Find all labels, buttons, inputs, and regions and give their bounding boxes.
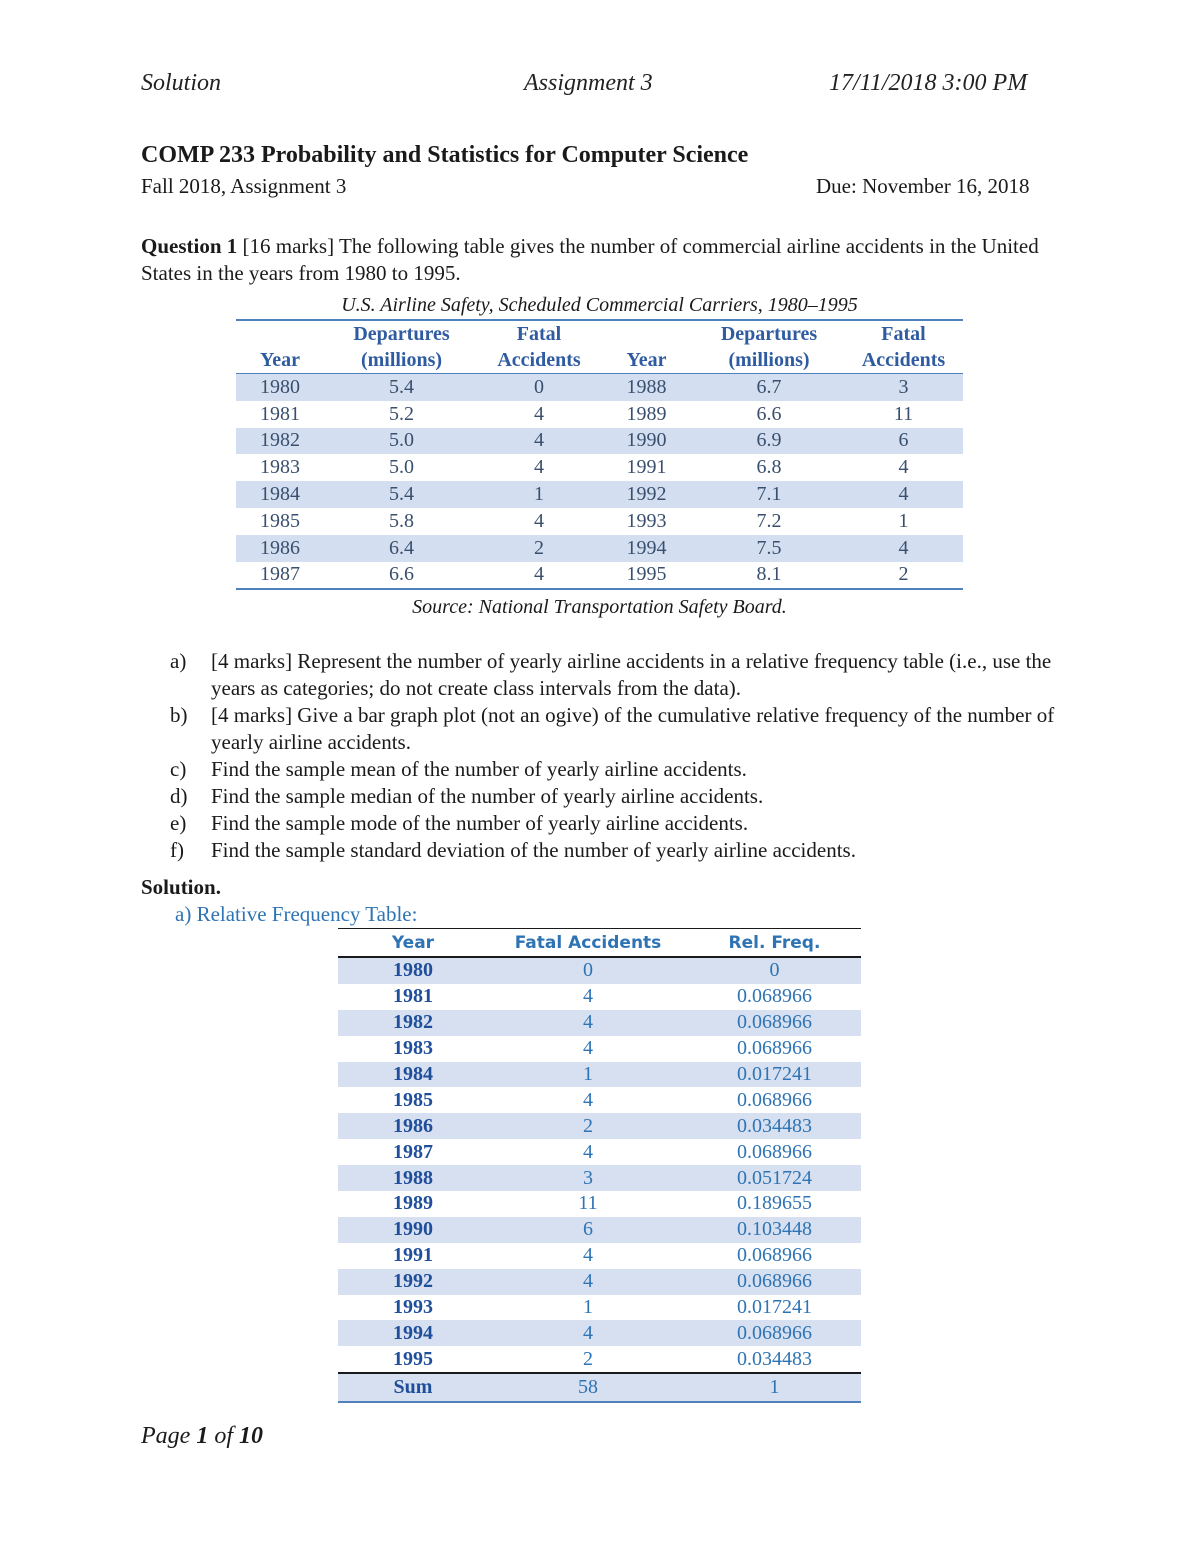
table2-cell-rel-freq: 0 <box>769 959 780 982</box>
question-part-label: d) <box>170 784 188 808</box>
table2-cell-year: 1981 <box>393 985 433 1008</box>
table2-cell-year: 1991 <box>393 1244 433 1267</box>
table2-cell-fatal-accidents: 4 <box>583 1037 593 1060</box>
table1-cell-fatal-accidents: 11 <box>893 402 914 425</box>
table2-cell-year: 1982 <box>393 1011 433 1034</box>
question-part <box>170 648 1070 702</box>
table1-cell-year: 1995 <box>626 563 667 586</box>
table2-row <box>338 984 861 1010</box>
table2-cell-fatal-accidents: 0 <box>583 959 593 982</box>
table2-row <box>338 1269 861 1295</box>
table1-cell-fatal-accidents: 4 <box>898 483 909 506</box>
table1-cell-departures: 5.0 <box>389 456 414 479</box>
table2-cell-year: 1988 <box>393 1166 433 1189</box>
table2-header-rel-freq: Rel. Freq. <box>728 932 821 953</box>
table2-row <box>338 1191 861 1217</box>
table1-header-fatal: Fatal Accidents <box>497 323 581 371</box>
table2-cell-fatal-accidents: 4 <box>583 1140 593 1163</box>
table1-cell-year: 1987 <box>260 563 300 586</box>
solution-heading: Solution. <box>141 875 221 899</box>
table2-header-fatal-accidents: Fatal Accidents <box>514 932 662 953</box>
table2-cell-fatal-accidents: 2 <box>583 1114 593 1137</box>
table2-cell-year: 1995 <box>393 1347 433 1370</box>
table2-sum-label: Sum <box>393 1376 433 1399</box>
table1-cell-departures: 6.6 <box>756 402 782 425</box>
table1-cell-fatal-accidents: 2 <box>898 563 909 586</box>
question-part-text: [4 marks] Represent the number of yearly airline accidents in a relative frequency table (i.e., use the years as categories; do not create class intervals from the data). <box>211 649 1052 700</box>
table2-cell-rel-freq: 0.068966 <box>737 1088 812 1111</box>
table1-header-row <box>236 320 963 374</box>
question-part <box>170 756 1070 783</box>
table2-row <box>338 1217 861 1243</box>
table1-cell-departures: 5.4 <box>389 375 414 398</box>
table2-row <box>338 957 861 984</box>
table2-cell-rel-freq: 0.103448 <box>737 1218 812 1241</box>
table2-cell-year: 1987 <box>393 1140 433 1163</box>
table1-header-fatal: Fatal Accidents <box>861 323 946 371</box>
table1-row <box>236 401 963 428</box>
table1-row <box>236 454 963 481</box>
table1-cell-departures: 8.1 <box>756 563 782 586</box>
table1-cell-fatal-accidents: 4 <box>898 536 909 559</box>
table2-sum-rel-freq: 1 <box>769 1376 780 1399</box>
table1-cell-fatal-accidents: 4 <box>534 402 544 425</box>
table2-cell-rel-freq: 0.034483 <box>737 1347 812 1370</box>
table2-cell-rel-freq: 0.068966 <box>737 1140 812 1163</box>
table2-row <box>338 1243 861 1269</box>
header-left: Solution <box>141 70 222 96</box>
table1-row <box>236 562 963 590</box>
table1-cell-fatal-accidents: 4 <box>534 563 544 586</box>
table2-cell-fatal-accidents: 4 <box>583 1011 593 1034</box>
table1-cell-departures: 5.2 <box>389 402 414 425</box>
table2-cell-rel-freq: 0.068966 <box>737 1011 812 1034</box>
header-right: 17/11/2018 3:00 PM <box>829 70 1028 96</box>
table2-cell-fatal-accidents: 4 <box>583 1270 593 1293</box>
table1-cell-fatal-accidents: 6 <box>898 429 909 452</box>
table2-row <box>338 1062 861 1088</box>
table2-cell-fatal-accidents: 11 <box>578 1192 598 1215</box>
table2-row <box>338 1113 861 1139</box>
table2-row <box>338 1087 861 1113</box>
table2-cell-year: 1983 <box>393 1037 433 1060</box>
question-part <box>170 837 1070 864</box>
table1-cell-departures: 7.2 <box>756 509 782 532</box>
table2-cell-year: 1992 <box>393 1270 433 1293</box>
table1-cell-departures: 6.9 <box>756 429 782 452</box>
question-text <box>141 233 1071 287</box>
course-title: COMP 233 Probability and Statistics for Computer Science <box>141 142 749 168</box>
question-parts-list <box>170 648 1070 864</box>
table2-row <box>338 1036 861 1062</box>
table2-cell-fatal-accidents: 4 <box>583 1088 593 1111</box>
table1-cell-fatal-accidents: 3 <box>898 375 909 398</box>
table2-row <box>338 1010 861 1036</box>
table1-cell-departures: 6.8 <box>756 456 782 479</box>
table1-cell-departures: 5.0 <box>389 429 414 452</box>
question-part-label: f) <box>170 838 184 862</box>
table1-cell-fatal-accidents: 4 <box>534 456 544 479</box>
table2-cell-rel-freq: 0.017241 <box>737 1063 812 1085</box>
question-part-text: Find the sample median of the number of yearly airline accidents. <box>211 784 764 808</box>
table1-cell-fatal-accidents: 4 <box>534 509 544 532</box>
table2-row <box>338 1139 861 1165</box>
table2-cell-year: 1986 <box>393 1114 433 1137</box>
table1-cell-departures: 6.7 <box>756 375 782 398</box>
table1-cell-fatal-accidents: 1 <box>534 483 544 506</box>
table2-cell-year: 1994 <box>393 1321 433 1344</box>
table2-row <box>338 1320 861 1346</box>
table2-cell-year: 1984 <box>393 1063 433 1085</box>
table2-cell-rel-freq: 0.068966 <box>737 1270 812 1293</box>
table2-row <box>338 1346 861 1373</box>
question-part-text: Find the sample mean of the number of yearly airline accidents. <box>211 757 747 781</box>
table2-cell-rel-freq: 0.068966 <box>737 985 812 1008</box>
question-label: Question 1 <box>141 234 238 258</box>
table2-cell-fatal-accidents: 1 <box>583 1063 593 1085</box>
table2-cell-fatal-accidents: 1 <box>583 1296 593 1319</box>
table1-cell-departures: 5.8 <box>389 509 414 532</box>
table1-cell-departures: 6.6 <box>389 563 414 586</box>
table1-row <box>236 535 963 562</box>
table1-cell-year: 1991 <box>626 456 667 479</box>
solution-part-a-heading: a) Relative Frequency Table: <box>175 902 418 926</box>
table2-cell-year: 1980 <box>393 959 433 982</box>
table2-cell-fatal-accidents: 3 <box>583 1166 593 1189</box>
table1-row <box>236 428 963 455</box>
table1-header-departures: Departures (millions) <box>353 323 450 371</box>
table1-row <box>236 508 963 535</box>
question-part <box>170 702 1070 756</box>
table1-cell-fatal-accidents: 4 <box>534 429 544 452</box>
table2-row <box>338 1295 861 1321</box>
table1-cell-departures: 6.4 <box>389 536 414 559</box>
question-part-label: c) <box>170 757 187 781</box>
relative-frequency-table <box>338 928 861 1403</box>
table1-cell-fatal-accidents: 2 <box>534 536 544 559</box>
table1-cell-year: 1980 <box>260 375 300 398</box>
table2-header-year: Year <box>391 932 435 953</box>
table2-cell-rel-freq: 0.034483 <box>737 1114 812 1137</box>
airline-safety-table <box>236 319 963 590</box>
table2-cell-rel-freq: 0.051724 <box>737 1166 812 1189</box>
table1-cell-year: 1985 <box>260 509 300 532</box>
table1-cell-year: 1986 <box>260 536 300 559</box>
table1-header-departures: Departures (millions) <box>720 323 818 371</box>
question-part <box>170 783 1070 810</box>
table1-cell-departures: 5.4 <box>389 483 414 506</box>
table1-cell-departures: 7.1 <box>756 483 782 506</box>
table2-cell-fatal-accidents: 4 <box>583 985 593 1008</box>
table1-row <box>236 374 963 401</box>
page-total: 10 <box>238 1423 263 1449</box>
table1-cell-fatal-accidents: 1 <box>898 509 909 532</box>
table2-cell-rel-freq: 0.068966 <box>737 1244 812 1267</box>
table1-cell-year: 1988 <box>626 375 667 398</box>
table1-cell-departures: 7.5 <box>756 536 782 559</box>
table2-cell-year: 1989 <box>393 1192 433 1215</box>
table2-cell-rel-freq: 0.017241 <box>737 1296 812 1319</box>
table2-cell-rel-freq: 0.068966 <box>737 1037 812 1060</box>
header-center: Assignment 3 <box>524 70 653 96</box>
table1-row <box>236 481 963 508</box>
question-part-label: e) <box>170 811 187 835</box>
subtitle-left: Fall 2018, Assignment 3 <box>141 174 347 198</box>
subtitle-right: Due: November 16, 2018 <box>816 174 1030 198</box>
table1-cell-year: 1992 <box>626 483 667 506</box>
question-part-label: b) <box>170 703 188 727</box>
table2-cell-rel-freq: 0.068966 <box>737 1321 812 1344</box>
table2-header-row <box>338 929 861 958</box>
table2-sum-row <box>338 1373 861 1402</box>
table2-row <box>338 1165 861 1191</box>
table2-cell-rel-freq: 0.189655 <box>737 1192 812 1215</box>
table2-cell-fatal-accidents: 4 <box>583 1244 593 1267</box>
page-number: 1 <box>196 1423 209 1449</box>
table2-cell-fatal-accidents: 4 <box>583 1321 593 1344</box>
question-part-text: Find the sample mode of the number of yearly airline accidents. <box>211 811 749 835</box>
table2-cell-year: 1990 <box>393 1218 433 1241</box>
question-part-label: a) <box>170 649 187 673</box>
question-part-text: [4 marks] Give a bar graph plot (not an ogive) of the cumulative relative frequency of the number of yearly airline accidents. <box>211 703 1055 754</box>
table2-sum-accidents: 58 <box>578 1376 598 1399</box>
table1-cell-year: 1982 <box>260 429 300 452</box>
table1-cell-year: 1990 <box>626 429 667 452</box>
table1-source: Source: National Transportation Safety Board. <box>412 596 787 618</box>
table2-cell-fatal-accidents: 2 <box>583 1347 593 1370</box>
table1-cell-year: 1984 <box>260 483 300 506</box>
table2-cell-year: 1985 <box>393 1088 433 1111</box>
table2-cell-fatal-accidents: 6 <box>583 1218 593 1241</box>
table1-cell-year: 1983 <box>260 456 300 479</box>
question-part-text: Find the sample standard deviation of the number of yearly airline accidents. <box>211 838 856 862</box>
table1-caption: U.S. Airline Safety, Scheduled Commercial Carriers, 1980–1995 <box>341 294 858 316</box>
table1-header-year: Year <box>260 349 300 371</box>
table1-cell-year: 1981 <box>260 402 300 425</box>
table1-header-year: Year <box>626 349 667 371</box>
table1-cell-year: 1994 <box>626 536 667 559</box>
question-part <box>170 810 1070 837</box>
table1-cell-fatal-accidents: 4 <box>898 456 909 479</box>
table1-cell-year: 1993 <box>626 509 667 532</box>
table2-cell-year: 1993 <box>393 1296 433 1319</box>
table1-cell-year: 1989 <box>626 402 667 425</box>
page-footer: Page 1 of 10 <box>141 1423 263 1449</box>
question-body: [16 marks] The following table gives the number of commercial airline accidents in the United States in the years from 1980 to 1995. <box>141 234 1039 285</box>
table1-cell-fatal-accidents: 0 <box>534 375 544 398</box>
